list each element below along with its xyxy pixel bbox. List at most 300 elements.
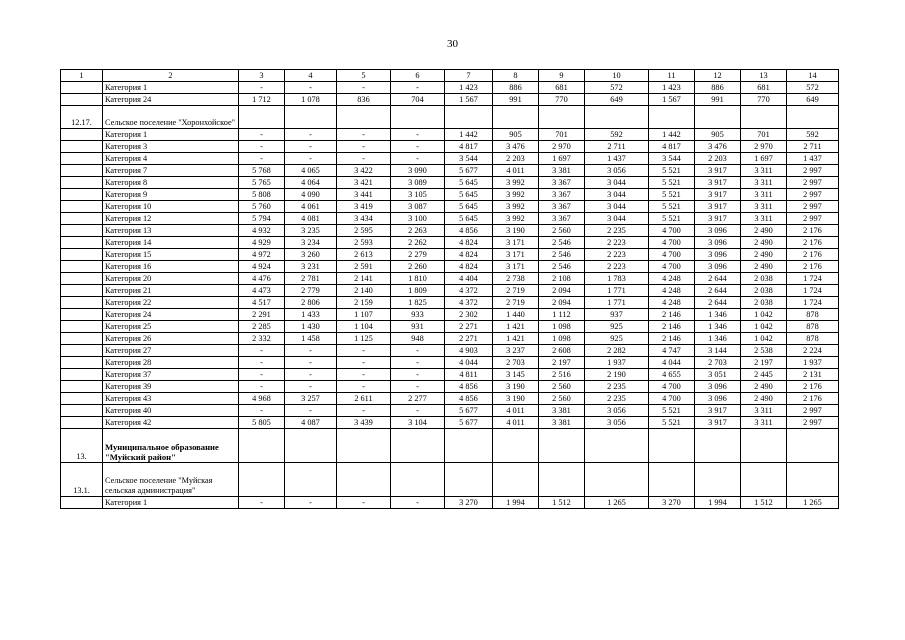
value-cell: 1 442: [649, 129, 695, 141]
value-cell: 3 917: [695, 189, 741, 201]
header-cell: 3: [239, 70, 285, 82]
value-cell: 681: [539, 82, 585, 94]
value-cell: 2 038: [741, 297, 787, 309]
value-cell: 3 367: [539, 177, 585, 189]
value-cell: 2 644: [695, 273, 741, 285]
value-cell: 4 972: [239, 249, 285, 261]
value-cell: 3 096: [695, 393, 741, 405]
value-cell: 3 096: [695, 249, 741, 261]
value-cell: 1 346: [695, 321, 741, 333]
value-cell: 2 611: [337, 393, 391, 405]
value-cell: 3 381: [539, 165, 585, 177]
value-cell: 704: [391, 94, 445, 106]
row-number: [61, 225, 103, 237]
value-cell: -: [285, 357, 337, 369]
table-row: [61, 393, 839, 405]
value-cell: 2 235: [585, 225, 649, 237]
row-number: [61, 261, 103, 273]
value-cell: 836: [337, 94, 391, 106]
row-name: Категория 22: [103, 297, 239, 309]
value-cell: 2 260: [391, 261, 445, 273]
value-cell: 2 146: [649, 321, 695, 333]
tariff-table: [60, 69, 839, 509]
value-cell: 3 311: [741, 213, 787, 225]
value-cell: -: [391, 369, 445, 381]
value-cell: [741, 106, 787, 129]
value-cell: 4 924: [239, 261, 285, 273]
value-cell: 649: [787, 94, 839, 106]
value-cell: -: [337, 357, 391, 369]
value-cell: 2 146: [649, 333, 695, 345]
value-cell: 2 038: [741, 285, 787, 297]
value-cell: 2 277: [391, 393, 445, 405]
value-cell: 4 856: [445, 381, 493, 393]
value-cell: 3 434: [337, 213, 391, 225]
value-cell: -: [337, 82, 391, 94]
table-row: [61, 381, 839, 393]
value-cell: 991: [695, 94, 741, 106]
value-cell: 592: [585, 129, 649, 141]
row-name: Категория 42: [103, 417, 239, 429]
value-cell: 1 346: [695, 333, 741, 345]
value-cell: 1 125: [337, 333, 391, 345]
value-cell: 931: [391, 321, 445, 333]
value-cell: 3 090: [391, 165, 445, 177]
table-row: [61, 497, 839, 509]
value-cell: 3 056: [585, 417, 649, 429]
value-cell: 4 824: [445, 249, 493, 261]
value-cell: 701: [741, 129, 787, 141]
row-number: [61, 273, 103, 285]
row-number: [61, 417, 103, 429]
value-cell: 2 271: [445, 333, 493, 345]
value-cell: [585, 463, 649, 497]
value-cell: 2 176: [787, 249, 839, 261]
value-cell: 2 235: [585, 381, 649, 393]
value-cell: 2 223: [585, 237, 649, 249]
value-cell: 5 677: [445, 417, 493, 429]
value-cell: [787, 429, 839, 463]
value-cell: 3 992: [493, 213, 539, 225]
value-cell: 2 038: [741, 273, 787, 285]
value-cell: 2 546: [539, 237, 585, 249]
value-cell: 4 968: [239, 393, 285, 405]
value-cell: 3 096: [695, 225, 741, 237]
value-cell: 572: [585, 82, 649, 94]
value-cell: 5 645: [445, 189, 493, 201]
value-cell: 3 544: [649, 153, 695, 165]
row-number: [61, 94, 103, 106]
value-cell: [445, 106, 493, 129]
header-cell: 14: [787, 70, 839, 82]
value-cell: 3 235: [285, 225, 337, 237]
value-cell: -: [337, 141, 391, 153]
table-row: [61, 405, 839, 417]
value-cell: 878: [787, 333, 839, 345]
value-cell: 1 437: [787, 153, 839, 165]
value-cell: 4 929: [239, 237, 285, 249]
value-cell: 1 783: [585, 273, 649, 285]
value-cell: 649: [585, 94, 649, 106]
header-cell: 9: [539, 70, 585, 82]
table-row: [61, 417, 839, 429]
value-cell: 2 997: [787, 189, 839, 201]
value-cell: 1 112: [539, 309, 585, 321]
value-cell: -: [337, 369, 391, 381]
value-cell: 3 237: [493, 345, 539, 357]
value-cell: 3 144: [695, 345, 741, 357]
value-cell: [649, 106, 695, 129]
table-row: [61, 261, 839, 273]
value-cell: 4 011: [493, 165, 539, 177]
value-cell: 886: [493, 82, 539, 94]
value-cell: 1 098: [539, 321, 585, 333]
value-cell: 1 042: [741, 321, 787, 333]
value-cell: 3 171: [493, 237, 539, 249]
value-cell: 4 817: [445, 141, 493, 153]
value-cell: -: [337, 345, 391, 357]
value-cell: 2 490: [741, 237, 787, 249]
value-cell: 770: [741, 94, 787, 106]
value-cell: -: [391, 405, 445, 417]
row-number: [61, 249, 103, 261]
row-name: Категория 10: [103, 201, 239, 213]
value-cell: 1 994: [493, 497, 539, 509]
value-cell: 1 724: [787, 297, 839, 309]
value-cell: [391, 106, 445, 129]
table-row: [61, 249, 839, 261]
value-cell: 2 141: [337, 273, 391, 285]
value-cell: 2 719: [493, 285, 539, 297]
row-name: Категория 3: [103, 141, 239, 153]
row-number: [61, 497, 103, 509]
value-cell: 4 817: [649, 141, 695, 153]
value-cell: -: [285, 497, 337, 509]
value-cell: 878: [787, 309, 839, 321]
value-cell: 1 937: [787, 357, 839, 369]
value-cell: 5 645: [445, 213, 493, 225]
value-cell: 2 176: [787, 261, 839, 273]
value-cell: 592: [787, 129, 839, 141]
value-cell: 1 825: [391, 297, 445, 309]
value-cell: 1 265: [585, 497, 649, 509]
value-cell: [337, 106, 391, 129]
row-number: [61, 369, 103, 381]
value-cell: 2 176: [787, 393, 839, 405]
value-cell: 3 056: [585, 405, 649, 417]
value-cell: [391, 463, 445, 497]
value-cell: [445, 429, 493, 463]
value-cell: [539, 463, 585, 497]
value-cell: 1 440: [493, 309, 539, 321]
header-cell: 12: [695, 70, 741, 82]
value-cell: 2 262: [391, 237, 445, 249]
value-cell: 3 381: [539, 417, 585, 429]
value-cell: 2 223: [585, 261, 649, 273]
value-cell: 3 100: [391, 213, 445, 225]
value-cell: 2 176: [787, 237, 839, 249]
value-cell: 2 224: [787, 345, 839, 357]
value-cell: 2 997: [787, 213, 839, 225]
value-cell: 3 311: [741, 189, 787, 201]
header-cell: 13: [741, 70, 787, 82]
value-cell: 4 011: [493, 405, 539, 417]
value-cell: 3 917: [695, 201, 741, 213]
table-row: [61, 309, 839, 321]
value-cell: -: [239, 153, 285, 165]
table-row: [61, 285, 839, 297]
table-row: [61, 237, 839, 249]
value-cell: 2 644: [695, 285, 741, 297]
value-cell: [787, 463, 839, 497]
value-cell: 2 190: [585, 369, 649, 381]
table-row: [61, 213, 839, 225]
table-row: [61, 429, 839, 463]
value-cell: 1 771: [585, 285, 649, 297]
value-cell: 4 476: [239, 273, 285, 285]
value-cell: 4 700: [649, 393, 695, 405]
value-cell: 2 490: [741, 261, 787, 273]
header-cell: 5: [337, 70, 391, 82]
value-cell: 2 223: [585, 249, 649, 261]
value-cell: 2 738: [493, 273, 539, 285]
value-cell: -: [239, 405, 285, 417]
row-name: Категория 12: [103, 213, 239, 225]
row-number: [61, 285, 103, 297]
value-cell: 5 765: [239, 177, 285, 189]
row-number: [61, 177, 103, 189]
value-cell: 2 997: [787, 405, 839, 417]
value-cell: [285, 463, 337, 497]
header-cell: 1: [61, 70, 103, 82]
table-row: [61, 177, 839, 189]
value-cell: 4 044: [445, 357, 493, 369]
value-cell: 4 811: [445, 369, 493, 381]
value-cell: 1 078: [285, 94, 337, 106]
value-cell: -: [391, 497, 445, 509]
value-cell: 5 521: [649, 417, 695, 429]
value-cell: 2 560: [539, 381, 585, 393]
value-cell: 4 700: [649, 249, 695, 261]
value-cell: 4 064: [285, 177, 337, 189]
value-cell: 2 445: [741, 369, 787, 381]
value-cell: 2 332: [239, 333, 285, 345]
value-cell: 4 655: [649, 369, 695, 381]
row-number: [61, 201, 103, 213]
value-cell: 2 997: [787, 165, 839, 177]
value-cell: 3 044: [585, 213, 649, 225]
value-cell: 3 992: [493, 189, 539, 201]
row-name: Категория 8: [103, 177, 239, 189]
value-cell: 3 917: [695, 177, 741, 189]
value-cell: 1 107: [337, 309, 391, 321]
value-cell: 2 176: [787, 381, 839, 393]
row-number: [61, 405, 103, 417]
table-row: [61, 189, 839, 201]
value-cell: 2 108: [539, 273, 585, 285]
value-cell: 905: [493, 129, 539, 141]
value-cell: 3 917: [695, 417, 741, 429]
value-cell: 1 724: [787, 285, 839, 297]
value-cell: 1 567: [649, 94, 695, 106]
value-cell: -: [239, 129, 285, 141]
row-name: Категория 7: [103, 165, 239, 177]
value-cell: 4 700: [649, 225, 695, 237]
value-cell: 4 824: [445, 237, 493, 249]
value-cell: 1 265: [787, 497, 839, 509]
value-cell: 4 065: [285, 165, 337, 177]
row-number: [61, 321, 103, 333]
value-cell: 2 779: [285, 285, 337, 297]
table-row: [61, 82, 839, 94]
value-cell: 4 087: [285, 417, 337, 429]
value-cell: -: [285, 381, 337, 393]
row-name: Категория 1: [103, 129, 239, 141]
row-name: Категория 14: [103, 237, 239, 249]
value-cell: 2 644: [695, 297, 741, 309]
value-cell: -: [239, 82, 285, 94]
value-cell: 1 346: [695, 309, 741, 321]
value-cell: 2 546: [539, 261, 585, 273]
value-cell: 2 546: [539, 249, 585, 261]
row-number: [61, 129, 103, 141]
value-cell: 1 421: [493, 321, 539, 333]
value-cell: 3 311: [741, 417, 787, 429]
row-name: Категория 15: [103, 249, 239, 261]
row-number: [61, 141, 103, 153]
header-cell: 11: [649, 70, 695, 82]
row-name: Категория 24: [103, 94, 239, 106]
value-cell: 2 560: [539, 393, 585, 405]
value-cell: [585, 106, 649, 129]
value-cell: 3 311: [741, 165, 787, 177]
row-name: Категория 43: [103, 393, 239, 405]
value-cell: -: [337, 497, 391, 509]
row-name: Категория 39: [103, 381, 239, 393]
value-cell: 2 490: [741, 225, 787, 237]
value-cell: 3 234: [285, 237, 337, 249]
header-cell: 8: [493, 70, 539, 82]
row-number: [61, 357, 103, 369]
value-cell: 1 042: [741, 333, 787, 345]
value-cell: 4 061: [285, 201, 337, 213]
value-cell: 2 176: [787, 225, 839, 237]
value-cell: 2 094: [539, 285, 585, 297]
row-number: 12.17.: [61, 106, 103, 129]
value-cell: 5 794: [239, 213, 285, 225]
value-cell: 4 044: [649, 357, 695, 369]
value-cell: [695, 429, 741, 463]
value-cell: [539, 106, 585, 129]
value-cell: 1 042: [741, 309, 787, 321]
value-cell: -: [337, 129, 391, 141]
value-cell: 3 044: [585, 201, 649, 213]
value-cell: 1 442: [445, 129, 493, 141]
value-cell: 3 260: [285, 249, 337, 261]
value-cell: 3 087: [391, 201, 445, 213]
value-cell: 2 703: [493, 357, 539, 369]
value-cell: 3 056: [585, 165, 649, 177]
value-cell: 572: [787, 82, 839, 94]
value-cell: 3 917: [695, 213, 741, 225]
value-cell: -: [239, 345, 285, 357]
value-cell: 1 098: [539, 333, 585, 345]
value-cell: -: [285, 129, 337, 141]
row-number: [61, 381, 103, 393]
value-cell: 3 917: [695, 405, 741, 417]
value-cell: 3 422: [337, 165, 391, 177]
value-cell: 3 439: [337, 417, 391, 429]
value-cell: 2 131: [787, 369, 839, 381]
table-row: [61, 165, 839, 177]
row-name: Категория 20: [103, 273, 239, 285]
value-cell: 3 089: [391, 177, 445, 189]
table-row: [61, 273, 839, 285]
row-name: Категория 16: [103, 261, 239, 273]
value-cell: 5 521: [649, 177, 695, 189]
value-cell: 1 994: [695, 497, 741, 509]
value-cell: 2 197: [539, 357, 585, 369]
value-cell: 5 805: [239, 417, 285, 429]
value-cell: 4 903: [445, 345, 493, 357]
value-cell: 3 270: [445, 497, 493, 509]
row-name: Категория 26: [103, 333, 239, 345]
value-cell: [741, 463, 787, 497]
value-cell: 5 808: [239, 189, 285, 201]
value-cell: 2 490: [741, 249, 787, 261]
value-cell: 1 697: [539, 153, 585, 165]
value-cell: [493, 463, 539, 497]
value-cell: 1 809: [391, 285, 445, 297]
row-name: Категория 37: [103, 369, 239, 381]
value-cell: 4 824: [445, 261, 493, 273]
value-cell: 2 560: [539, 225, 585, 237]
value-cell: 5 645: [445, 201, 493, 213]
table-row: [61, 129, 839, 141]
value-cell: 3 096: [695, 237, 741, 249]
value-cell: 2 279: [391, 249, 445, 261]
value-cell: 2 197: [741, 357, 787, 369]
value-cell: 2 271: [445, 321, 493, 333]
value-cell: 925: [585, 333, 649, 345]
header-cell: 2: [103, 70, 239, 82]
value-cell: 4 700: [649, 261, 695, 273]
value-cell: 878: [787, 321, 839, 333]
value-cell: 3 096: [695, 261, 741, 273]
value-cell: 925: [585, 321, 649, 333]
value-cell: 3 544: [445, 153, 493, 165]
value-cell: -: [337, 405, 391, 417]
value-cell: [539, 429, 585, 463]
value-cell: 2 781: [285, 273, 337, 285]
row-name: Сельское поселение "Хоронхойское": [103, 106, 239, 129]
value-cell: 1 937: [585, 357, 649, 369]
value-cell: 905: [695, 129, 741, 141]
value-cell: 2 719: [493, 297, 539, 309]
value-cell: [649, 463, 695, 497]
value-cell: 3 096: [695, 381, 741, 393]
value-cell: 5 645: [445, 177, 493, 189]
value-cell: 5 521: [649, 213, 695, 225]
value-cell: 5 760: [239, 201, 285, 213]
table-row: [61, 94, 839, 106]
row-number: [61, 153, 103, 165]
header-row: [61, 70, 839, 82]
value-cell: 2 997: [787, 417, 839, 429]
value-cell: 2 235: [585, 393, 649, 405]
value-cell: 3 190: [493, 381, 539, 393]
row-name: Сельское поселение "Муйская сельская администрация": [103, 463, 239, 497]
